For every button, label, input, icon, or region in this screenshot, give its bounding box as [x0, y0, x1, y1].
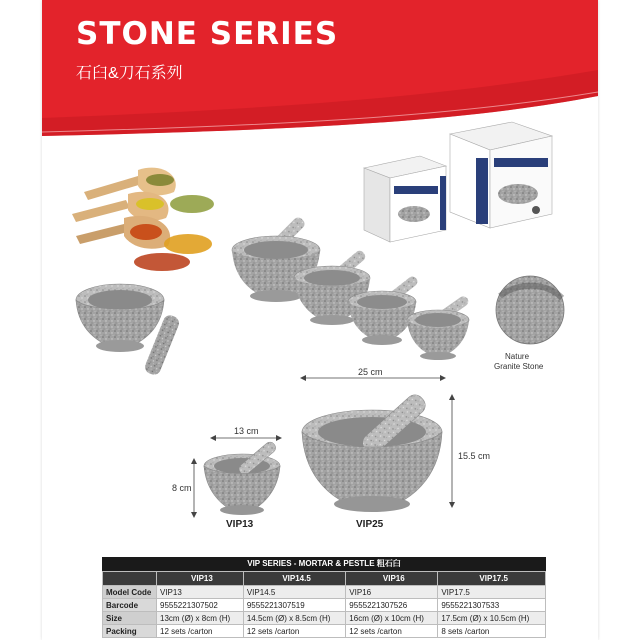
table-row	[103, 625, 546, 638]
small-width-label: 13 cm	[234, 426, 259, 436]
spec-col-header: VIP16	[346, 572, 438, 586]
spec-col-header: VIP13	[157, 572, 244, 586]
mortar-vip13	[204, 440, 280, 515]
table-cell: 9555221307526	[346, 599, 438, 612]
row-label: Model Code	[103, 586, 157, 599]
spec-col-header: VIP14.5	[243, 572, 345, 586]
spice-scoops	[72, 168, 214, 271]
table-cell: 9555221307533	[438, 599, 546, 612]
table-cell: VIP14.5	[243, 586, 345, 599]
product-illustration	[42, 0, 598, 640]
table-cell: 8 sets /carton	[438, 625, 546, 638]
product-sheet-page	[42, 0, 598, 640]
row-label: Size	[103, 612, 157, 625]
row-label: Packing	[103, 625, 157, 638]
table-cell: 17.5cm (Ø) x 10.5cm (H)	[438, 612, 546, 625]
table-row	[103, 599, 546, 612]
mortar-left	[76, 284, 181, 377]
spec-col-header: VIP17.5	[438, 572, 546, 586]
table-cell: VIP16	[346, 586, 438, 599]
table-cell: 12 sets /carton	[243, 625, 345, 638]
product-code-large: VIP25	[356, 519, 384, 530]
product-code-small: VIP13	[226, 519, 254, 530]
page-subtitle: 石臼&刀石系列	[76, 65, 183, 82]
spec-col-header	[103, 572, 157, 586]
spec-table-header-row	[103, 572, 546, 586]
spec-table	[102, 571, 546, 638]
table-cell: 9555221307519	[243, 599, 345, 612]
table-cell: 9555221307502	[157, 599, 244, 612]
spec-table-title: VIP SERIES - MORTAR & PESTLE 粗石臼	[102, 557, 546, 571]
table-cell: 16cm (Ø) x 10cm (H)	[346, 612, 438, 625]
large-height-label: 15.5 cm	[458, 451, 491, 461]
row-label: Barcode	[103, 599, 157, 612]
table-cell: VIP13	[157, 586, 244, 599]
nature-label-line1: Nature	[505, 352, 530, 361]
nature-label-line2: Granite Stone	[494, 362, 544, 371]
large-width-label: 25 cm	[358, 367, 383, 377]
mortar-row	[232, 215, 470, 360]
mortar-vip25	[302, 391, 442, 512]
box-small	[364, 156, 446, 242]
small-height-label: 8 cm	[172, 483, 192, 493]
granite-texture-circle	[496, 276, 564, 344]
table-cell: 12 sets /carton	[157, 625, 244, 638]
table-cell: 12 sets /carton	[346, 625, 438, 638]
page-title: STONE SERIES	[76, 16, 339, 52]
box-large	[450, 122, 552, 228]
table-row	[103, 586, 546, 599]
table-row	[103, 612, 546, 625]
table-cell: 14.5cm (Ø) x 8.5cm (H)	[243, 612, 345, 625]
table-cell: 13cm (Ø) x 8cm (H)	[157, 612, 244, 625]
table-cell: VIP17.5	[438, 586, 546, 599]
